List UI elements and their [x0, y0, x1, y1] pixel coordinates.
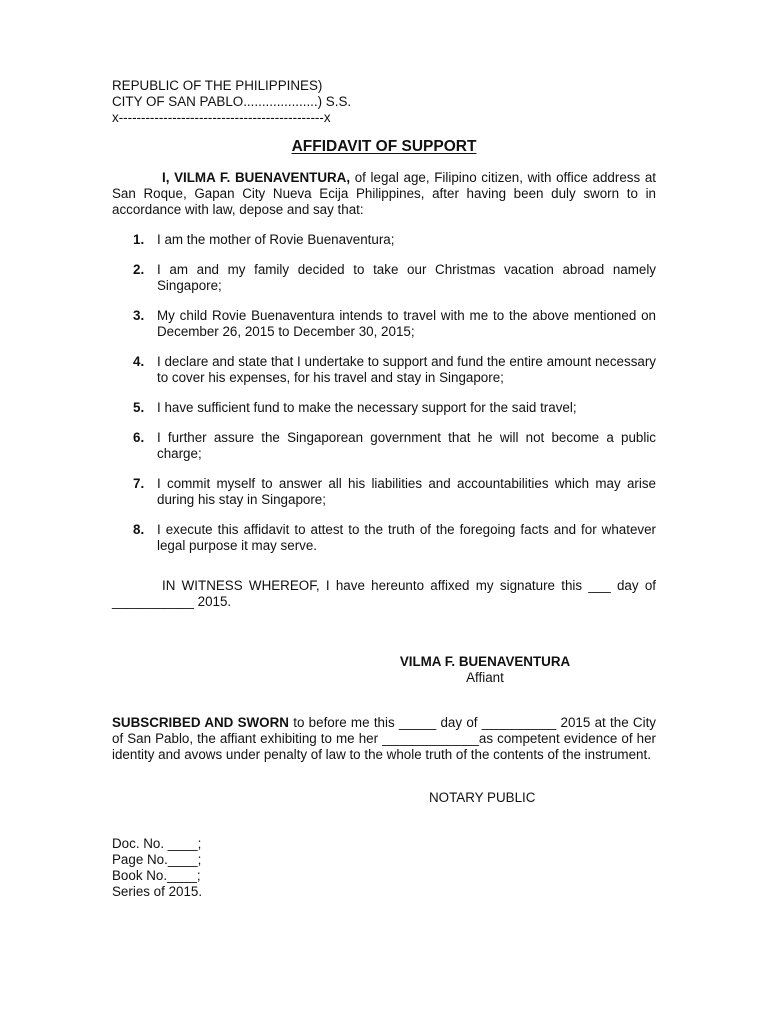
item-text: I have sufficient fund to make the necessary support for the said travel; — [157, 400, 577, 415]
page-number: Page No.____; — [112, 852, 202, 867]
list-item — [112, 430, 656, 462]
affiant-name: VILMA F. BUENAVENTURA — [399, 654, 571, 669]
doc-number: Doc. No. ____; — [112, 836, 202, 851]
item-number: 7. — [133, 476, 145, 491]
jurat-lead: SUBSCRIBED AND SWORN — [112, 715, 289, 730]
jurat-paragraph — [112, 715, 656, 763]
item-number: 6. — [133, 430, 145, 445]
affiant-label: Affiant — [466, 670, 504, 685]
item-text: I declare and state that I undertake to support and fund the entire amount necessary to cover his expenses, for his travel and stay in Singapore; — [157, 354, 656, 385]
list-item — [112, 522, 656, 554]
affiant-signature-block — [380, 654, 590, 686]
intro-paragraph — [112, 170, 656, 218]
item-number: 3. — [133, 308, 145, 323]
list-item — [112, 476, 656, 508]
list-item — [112, 232, 656, 248]
item-text: I further assure the Singaporean government that he will not become a public charge; — [157, 430, 656, 461]
item-text: I am and my family decided to take our Christmas vacation abroad namely Singapore; — [157, 262, 656, 293]
item-number: 1. — [133, 232, 145, 247]
list-item — [112, 354, 656, 386]
list-item — [112, 262, 656, 294]
book-number: Book No.____; — [112, 868, 201, 883]
statement-list — [112, 232, 656, 568]
series-year: Series of 2015. — [112, 884, 203, 899]
venue-caption — [112, 78, 351, 126]
item-text: I am the mother of Rovie Buenaventura; — [157, 232, 395, 247]
list-item — [112, 308, 656, 340]
item-text: I commit myself to answer all his liabilities and accountabilities which may arise during his stay in Singapore; — [157, 476, 656, 507]
item-number: 8. — [133, 522, 145, 537]
caption-city: CITY OF SAN PABLO....................) S.S. — [112, 94, 352, 109]
item-text: I execute this affidavit to attest to the truth of the foregoing facts and for whatever legal purpose it may serve. — [157, 522, 656, 553]
caption-republic: REPUBLIC OF THE PHILIPPINES) — [112, 78, 323, 93]
document-title: AFFIDAVIT OF SUPPORT — [291, 138, 477, 155]
affiant-name-intro: I, VILMA F. BUENAVENTURA, — [162, 170, 351, 185]
witness-paragraph: IN WITNESS WHEREOF, I have hereunto affixed my signature this ___ day of ___________ 2015. — [112, 578, 656, 609]
notary-public-label: NOTARY PUBLIC — [429, 790, 536, 805]
jurat-text: to before me this _____ day of __________ 2015 at the City of San Pablo, the affiant exhibiting to me her _____________as competent evidence of her identity and avows under penalty of law to the whole truth of the contents of the instrument. — [112, 715, 656, 762]
intro-text: of legal age, Filipino citizen, with office address at San Roque, Gapan City Nueva Ecija Philippines, after having been duly sworn to in accordance with law, depose and say that: — [112, 170, 656, 217]
item-number: 2. — [133, 262, 145, 277]
item-number: 4. — [133, 354, 145, 369]
item-number: 5. — [133, 400, 145, 415]
item-text: My child Rovie Buenaventura intends to travel with me to the above mentioned on December 26, 2015 to December 30, 2015; — [157, 308, 656, 339]
caption-divider: x----------------------------------------------x — [112, 110, 331, 125]
list-item — [112, 400, 656, 416]
document-registry — [112, 836, 202, 900]
